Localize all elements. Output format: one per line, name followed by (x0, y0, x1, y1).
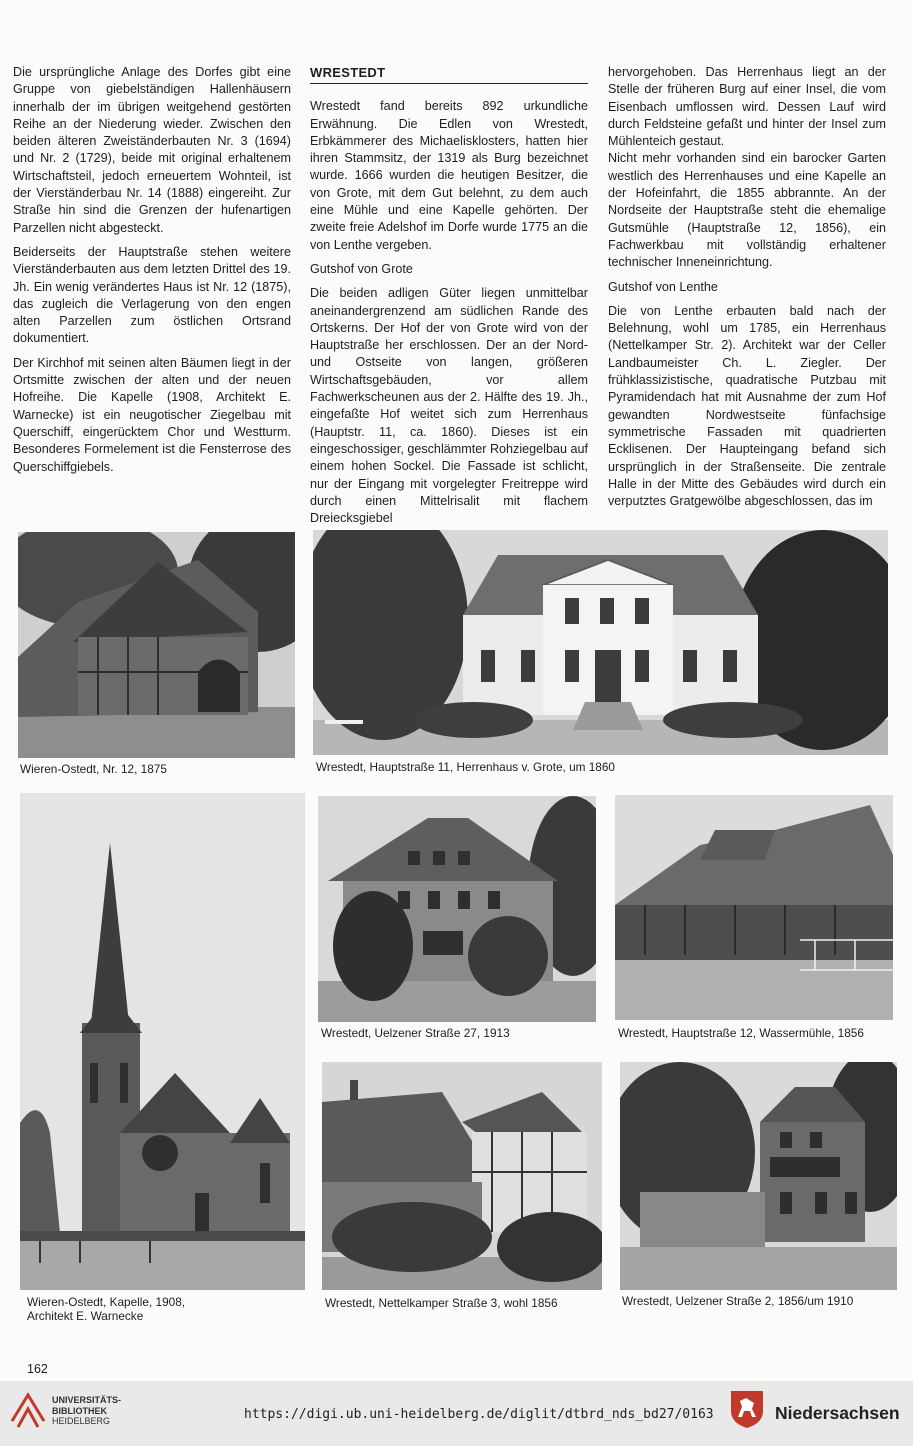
page-number: 162 (27, 1362, 48, 1376)
text-column-3 (608, 64, 886, 517)
photo-chapel (20, 793, 305, 1290)
text-column-2 (310, 64, 588, 534)
subheading: Gutshof von Lenthe (608, 279, 718, 294)
paragraph: Beiderseits der Hauptstraße stehen weitere Vierständerbauten aus dem letzten Drittel des 19. Jh. Ein wenig verändertes Haus ist Nr. 12 (1875), das zugleich die Verlagerung von den engen alten Parzellen zum östlichen Ortsrand dokumentiert. (13, 244, 291, 346)
photo-caption: Wrestedt, Hauptstraße 12, Wassermühle, 1856 (618, 1026, 864, 1040)
library-name: UNIVERSITÄTS- BIBLIOTHEK HEIDELBERG (52, 1395, 122, 1426)
subheading: Gutshof von Grote (310, 261, 413, 276)
photo-uelzener-27 (318, 796, 596, 1022)
source-url-link[interactable]: https://digi.ub.uni-heidelberg.de/diglit/dtbrd_nds_bd27/0163 (244, 1407, 714, 1422)
photo-caption: Wieren-Ostedt, Nr. 12, 1875 (20, 762, 167, 776)
photo-caption: Wrestedt, Nettelkamper Straße 3, wohl 1856 (325, 1296, 558, 1310)
paragraph: hervorgehoben. Das Herrenhaus liegt an der Stelle der früheren Burg auf einer Insel, die vom Eisenbach umflossen wird. Dessen Lauf wird durch Feldsteine gefaßt und hinter der Insel zum Mühlenteich gestaut. (608, 65, 886, 149)
paragraph: Die von Lenthe erbauten bald nach der Belehnung, wohl um 1785, ein Herrenhaus (Nettelkamper Str. 2). Architekt war der Celler Landbaumeister Ch. L. Ziegler. Der frühklassizistische, quadratische Putzbau mit Pyramidendach hat mit Ausnahme der zum Hof gewandten Nordwestseite fünfachsige symmetrische Fassaden mit quadrierten Ecklisenen. Der Haupteingang befand sich ursprünglich in der Straßenseite. Die zentrale Halle in der Mitte des Gebäudes wird durch ein verputztes Gratgewölbe abgeschlossen, das im (608, 303, 886, 509)
paragraph: Nicht mehr vorhanden sind ein barocker Garten westlich des Herrenhauses und eine Kapelle an der Hofeinfahrt, die 1855 abbrannte. An der Nordseite der Hauptstraße steht die ehemalige Gutsmühle (Hauptstraße 12, 1856), ein Fachwerkbau mit vollständig erhaltener technischer Inneneinrichtung. (608, 151, 886, 270)
state-name: Niedersachsen (775, 1403, 900, 1423)
photo-caption: Architekt E. Warnecke (27, 1309, 144, 1323)
paragraph: Der Kirchhof mit seinen alten Bäumen liegt in der Ortsmitte zwischen der alten und der neuen Hofreihe. Die Kapelle (1908, Architekt E. Warnecke) ist ein neugotischer Ziegelbau mit Querschiff, eingerücktem Chor und Westturm. Besonderes Formelement ist die Fensterrose des Querschiffgiebels. (13, 355, 291, 474)
photo-caption: Wrestedt, Uelzener Straße 27, 1913 (321, 1026, 510, 1040)
paragraph: Wrestedt fand bereits 892 urkundliche Erwähnung. Die Edlen von Wrestedt, Erbkämmerer des Michaelisklosters, hatten hier ihren Stammsitz, der 1319 als Burg bezeichnet wurde. 1666 wurden die heutigen Besitzer, die von Grote, mit dem Gut belehnt, zu dem auch eine Mühle und eine Kapelle gehörten. Der zweite freie Adelshof im Dorfe wurde 1775 an die von Lenthe vergeben. (310, 99, 588, 252)
photo-farmhouse-nr12 (18, 532, 295, 758)
paragraph: Die beiden adligen Güter liegen unmittelbar aneinandergrenzend am südlichen Rande des Ortskerns. Der Hof der von Grote wird von der Hauptstraße her erschlossen. Der an der Nord- und Ostseite von langen, größeren Wirtschaftsgebäuden, vor allem Fachwerkscheunen aus der 2. Hälfte des 19. Jh., eingefaßte Hof weitet sich zum Herrenhaus (Hauptstr. 11, ca. 1860). Dieses ist ein eingeschossiger, geschlämmter Rohziegelbau auf einem hohen Sockel. Die Fassade ist schlicht, nur der Eingang mit vorgelegter Freitreppe wird durch einen Mittelrisalit mit flachem Dreiecksgiebel (310, 286, 588, 526)
photo-uelzener-2 (620, 1062, 897, 1290)
photo-manor-house-grote (313, 530, 888, 755)
lower-saxony-horse-logo-icon (728, 1389, 766, 1429)
photo-nettelkamper-3 (322, 1062, 602, 1290)
photo-caption: Wieren-Ostedt, Kapelle, 1908, (27, 1295, 186, 1309)
photo-water-mill (615, 795, 893, 1020)
text-column-1 (13, 64, 291, 483)
university-library-logo-icon (10, 1391, 46, 1431)
photo-caption: Wrestedt, Uelzener Straße 2, 1856/um 1910 (622, 1294, 854, 1308)
photo-caption: Wrestedt, Hauptstraße 11, Herrenhaus v. Grote, um 1860 (316, 760, 615, 774)
section-heading: WRESTEDT (310, 64, 588, 84)
paragraph: Die ursprüngliche Anlage des Dorfes gibt eine Gruppe von giebelständigen Hallenhäusern innerhalb der im übrigen weitgehend gestörten Reihe an der Niederung wieder. Zwischen den beiden älteren Zweiständerbauten Nr. 3 (1694) und Nr. 2 (1729), beide mit original erhaltenem Wirtschaftsteil, jedoch erneuertem Wohnteil, ist der Vierständerbau Nr. 14 (1888) eingereiht. Zur Straße hin sind die Grenzen der hufenartigen Parzellen nicht abgesteckt. (13, 65, 291, 235)
